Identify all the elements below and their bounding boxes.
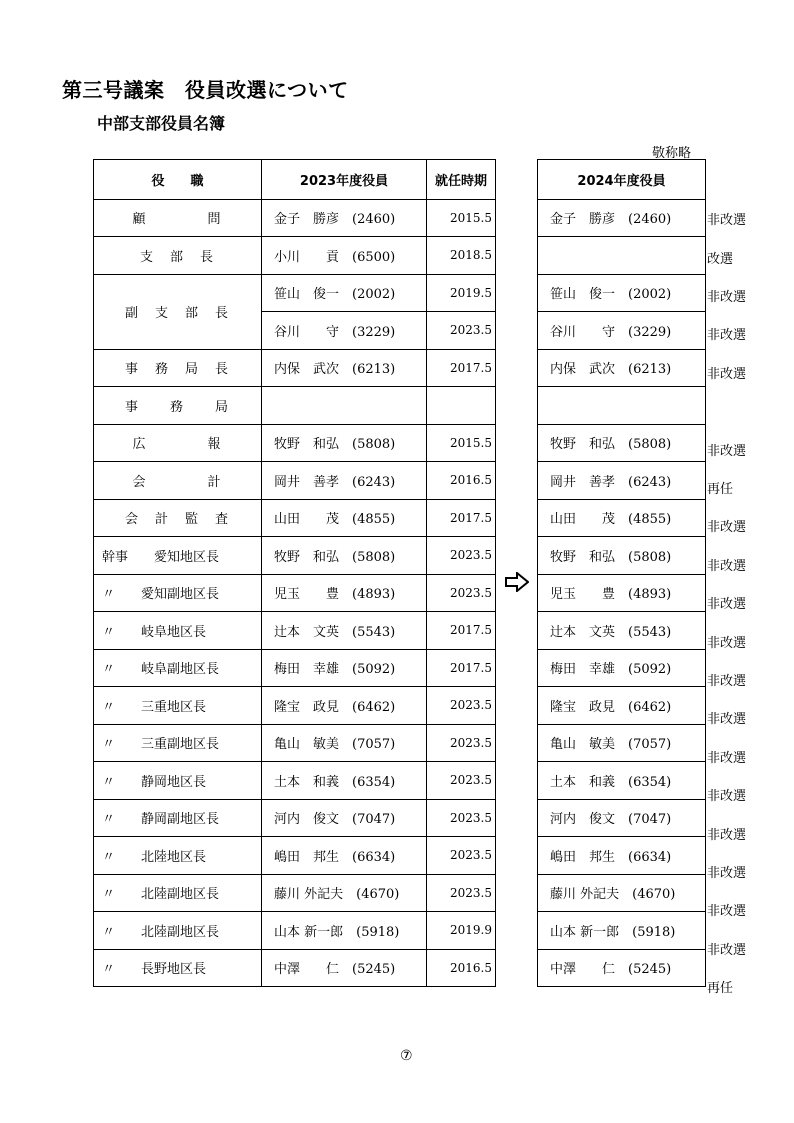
member-2024-cell: 嶋田 邦生 (6634) bbox=[538, 837, 706, 875]
role-cell: 支 部 長 bbox=[94, 237, 262, 275]
member-2023-cell: 河内 俊文 (7047) bbox=[262, 799, 427, 837]
table-row bbox=[94, 837, 496, 875]
page-number: ⑦ bbox=[400, 1048, 413, 1064]
role-cell: 〃 岐阜地区長 bbox=[94, 612, 262, 650]
term-start-cell bbox=[427, 387, 496, 425]
role-cell: 〃 北陸地区長 bbox=[94, 837, 262, 875]
table-row bbox=[538, 274, 706, 312]
term-start-cell: 2016.5 bbox=[427, 949, 496, 987]
role-cell: 〃 岐阜副地区長 bbox=[94, 649, 262, 687]
role-cell: 会 計 監 査 bbox=[94, 499, 262, 537]
member-2024-cell: 牧野 和弘 (5808) bbox=[538, 537, 706, 575]
member-2023-cell: 土本 和義 (6354) bbox=[262, 762, 427, 800]
member-2024-cell: 辻本 文英 (5543) bbox=[538, 612, 706, 650]
table-header-row bbox=[94, 160, 496, 200]
member-2024-cell: 岡井 善孝 (6243) bbox=[538, 462, 706, 500]
status-label: 改選 bbox=[707, 252, 734, 267]
member-2023-cell: 金子 勝彦 (2460) bbox=[262, 199, 427, 237]
member-2024-cell: 中澤 仁 (5245) bbox=[538, 949, 706, 987]
status-label: 再任 bbox=[707, 482, 734, 497]
member-2023-cell: 藤川 外記夫 (4670) bbox=[262, 874, 427, 912]
table-row bbox=[538, 949, 706, 987]
member-2024-cell bbox=[538, 237, 706, 275]
table-row bbox=[538, 649, 706, 687]
table-row bbox=[94, 574, 496, 612]
table-row bbox=[94, 424, 496, 462]
term-start-cell: 2023.5 bbox=[427, 762, 496, 800]
status-label: 再任 bbox=[707, 981, 734, 996]
member-2023-cell: 岡井 善孝 (6243) bbox=[262, 462, 427, 500]
table-row bbox=[94, 762, 496, 800]
table-row bbox=[538, 237, 706, 275]
header-role: 役 職 bbox=[94, 160, 262, 200]
page-title: 第三号議案 役員改選について bbox=[62, 78, 349, 102]
role-cell: 顧 問 bbox=[94, 199, 262, 237]
member-2023-cell: 嶋田 邦生 (6634) bbox=[262, 837, 427, 875]
role-cell: 会 計 bbox=[94, 462, 262, 500]
table-row bbox=[538, 424, 706, 462]
table-row bbox=[94, 949, 496, 987]
member-2023-cell: 山田 茂 (4855) bbox=[262, 499, 427, 537]
header-members-2023: 2023年度役員 bbox=[262, 160, 427, 200]
term-start-cell: 2017.5 bbox=[427, 349, 496, 387]
member-2023-cell: 隆宝 政見 (6462) bbox=[262, 687, 427, 725]
term-start-cell: 2015.5 bbox=[427, 424, 496, 462]
table-row bbox=[94, 499, 496, 537]
member-2023-cell bbox=[262, 387, 427, 425]
table-row bbox=[538, 199, 706, 237]
table-row bbox=[538, 462, 706, 500]
member-2024-cell: 牧野 和弘 (5808) bbox=[538, 424, 706, 462]
term-start-cell: 2018.5 bbox=[427, 237, 496, 275]
member-2023-cell: 中澤 仁 (5245) bbox=[262, 949, 427, 987]
table-row bbox=[94, 537, 496, 575]
member-2024-cell: 亀山 敏美 (7057) bbox=[538, 724, 706, 762]
table-row bbox=[94, 687, 496, 725]
role-cell: 幹事 愛知地区長 bbox=[94, 537, 262, 575]
role-cell: 〃 静岡副地区長 bbox=[94, 799, 262, 837]
table-row bbox=[94, 199, 496, 237]
member-2024-cell: 山田 茂 (4855) bbox=[538, 499, 706, 537]
table-row bbox=[538, 687, 706, 725]
term-start-cell: 2017.5 bbox=[427, 612, 496, 650]
member-2023-cell: 小川 貢 (6500) bbox=[262, 237, 427, 275]
table-row bbox=[538, 762, 706, 800]
table-row bbox=[94, 912, 496, 950]
status-label: 非改選 bbox=[707, 789, 747, 804]
status-label: 非改選 bbox=[707, 904, 747, 919]
member-2024-cell: 土本 和義 (6354) bbox=[538, 762, 706, 800]
status-label: 非改選 bbox=[707, 828, 747, 843]
status-label: 非改選 bbox=[707, 866, 747, 881]
table-row bbox=[94, 274, 496, 312]
member-2024-cell: 内保 武次 (6213) bbox=[538, 349, 706, 387]
status-label: 非改選 bbox=[707, 290, 747, 305]
term-start-cell: 2023.5 bbox=[427, 799, 496, 837]
member-2024-cell: 藤川 外記夫 (4670) bbox=[538, 874, 706, 912]
table-row bbox=[538, 874, 706, 912]
status-label: 非改選 bbox=[707, 213, 747, 228]
term-start-cell: 2023.5 bbox=[427, 574, 496, 612]
member-2023-cell: 山本 新一郎 (5918) bbox=[262, 912, 427, 950]
honorific-note: 敬称略 bbox=[652, 146, 692, 161]
status-label: 非改選 bbox=[707, 367, 747, 382]
role-cell: 〃 三重副地区長 bbox=[94, 724, 262, 762]
officers-2024-table bbox=[537, 159, 706, 987]
table-row bbox=[538, 499, 706, 537]
table-header-row bbox=[538, 160, 706, 200]
member-2023-cell: 笹山 俊一 (2002) bbox=[262, 274, 427, 312]
status-label: 非改選 bbox=[707, 712, 747, 727]
member-2023-cell: 牧野 和弘 (5808) bbox=[262, 424, 427, 462]
table-row bbox=[538, 537, 706, 575]
page-subtitle: 中部支部役員名簿 bbox=[97, 114, 226, 133]
member-2023-cell: 亀山 敏美 (7057) bbox=[262, 724, 427, 762]
status-label: 非改選 bbox=[707, 751, 747, 766]
member-2023-cell: 谷川 守 (3229) bbox=[262, 312, 427, 350]
member-2024-cell bbox=[538, 387, 706, 425]
status-label: 非改選 bbox=[707, 636, 747, 651]
term-start-cell: 2019.9 bbox=[427, 912, 496, 950]
member-2023-cell: 辻本 文英 (5543) bbox=[262, 612, 427, 650]
term-start-cell: 2023.5 bbox=[427, 837, 496, 875]
member-2023-cell: 内保 武次 (6213) bbox=[262, 349, 427, 387]
status-label: 非改選 bbox=[707, 328, 747, 343]
status-label: 非改選 bbox=[707, 559, 747, 574]
term-start-cell: 2015.5 bbox=[427, 199, 496, 237]
status-label: 非改選 bbox=[707, 943, 747, 958]
member-2024-cell: 谷川 守 (3229) bbox=[538, 312, 706, 350]
table-row bbox=[538, 349, 706, 387]
term-start-cell: 2016.5 bbox=[427, 462, 496, 500]
role-cell: 〃 長野地区長 bbox=[94, 949, 262, 987]
term-start-cell: 2023.5 bbox=[427, 724, 496, 762]
table-row bbox=[538, 724, 706, 762]
role-cell: 副 支 部 長 bbox=[94, 274, 262, 349]
term-start-cell: 2017.5 bbox=[427, 649, 496, 687]
role-cell: 事 務 局 長 bbox=[94, 349, 262, 387]
member-2024-cell: 隆宝 政見 (6462) bbox=[538, 687, 706, 725]
table-row bbox=[94, 237, 496, 275]
table-row bbox=[94, 349, 496, 387]
table-row bbox=[94, 799, 496, 837]
table-row bbox=[538, 837, 706, 875]
member-2024-cell: 児玉 豊 (4893) bbox=[538, 574, 706, 612]
table-row bbox=[94, 462, 496, 500]
table-row bbox=[538, 312, 706, 350]
table-row bbox=[538, 387, 706, 425]
role-cell: 事 務 局 bbox=[94, 387, 262, 425]
member-2024-cell: 梅田 幸雄 (5092) bbox=[538, 649, 706, 687]
table-row bbox=[538, 612, 706, 650]
member-2024-cell: 金子 勝彦 (2460) bbox=[538, 199, 706, 237]
table-row bbox=[94, 649, 496, 687]
status-label: 非改選 bbox=[707, 674, 747, 689]
table-row bbox=[538, 574, 706, 612]
term-start-cell: 2023.5 bbox=[427, 537, 496, 575]
status-label: 非改選 bbox=[707, 520, 747, 535]
term-start-cell: 2019.5 bbox=[427, 274, 496, 312]
header-members-2024: 2024年度役員 bbox=[538, 160, 706, 200]
term-start-cell: 2023.5 bbox=[427, 312, 496, 350]
header-term-start: 就任時期 bbox=[427, 160, 496, 200]
member-2024-cell: 山本 新一郎 (5918) bbox=[538, 912, 706, 950]
table-row bbox=[94, 724, 496, 762]
role-cell: 〃 北陸副地区長 bbox=[94, 912, 262, 950]
member-2023-cell: 牧野 和弘 (5808) bbox=[262, 537, 427, 575]
table-row bbox=[538, 912, 706, 950]
role-cell: 〃 北陸副地区長 bbox=[94, 874, 262, 912]
term-start-cell: 2017.5 bbox=[427, 499, 496, 537]
status-label: 非改選 bbox=[707, 444, 747, 459]
member-2024-cell: 河内 俊文 (7047) bbox=[538, 799, 706, 837]
term-start-cell: 2023.5 bbox=[427, 687, 496, 725]
role-cell: 〃 愛知副地区長 bbox=[94, 574, 262, 612]
table-row bbox=[94, 387, 496, 425]
table-row bbox=[94, 612, 496, 650]
table-row bbox=[94, 874, 496, 912]
term-start-cell: 2023.5 bbox=[427, 874, 496, 912]
officers-2023-table bbox=[93, 159, 496, 987]
status-label: 非改選 bbox=[707, 597, 747, 612]
role-cell: 〃 三重地区長 bbox=[94, 687, 262, 725]
member-2023-cell: 児玉 豊 (4893) bbox=[262, 574, 427, 612]
role-cell: 〃 静岡地区長 bbox=[94, 762, 262, 800]
member-2024-cell: 笹山 俊一 (2002) bbox=[538, 274, 706, 312]
right-arrow-icon bbox=[505, 572, 529, 592]
role-cell: 広 報 bbox=[94, 424, 262, 462]
table-row bbox=[538, 799, 706, 837]
member-2023-cell: 梅田 幸雄 (5092) bbox=[262, 649, 427, 687]
